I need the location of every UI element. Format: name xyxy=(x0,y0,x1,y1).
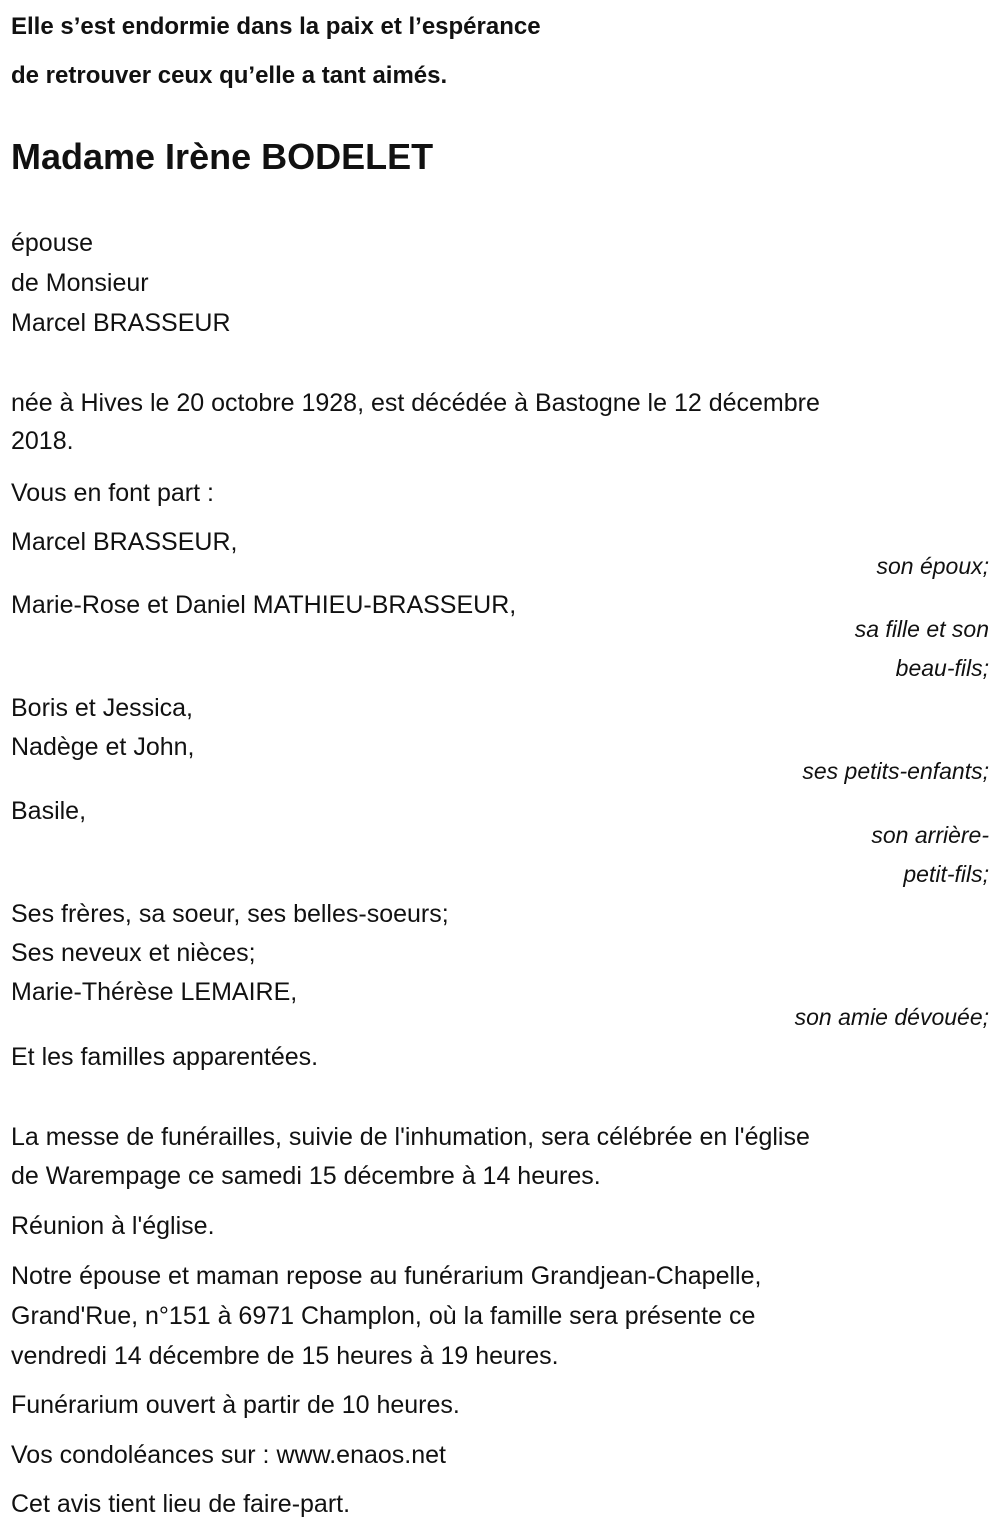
epitaph-line: Elle s’est endormie dans la paix et l’espérance xyxy=(11,13,541,40)
page-title: Madame Irène BODELET xyxy=(11,136,434,177)
family-relation: petit-fils; xyxy=(903,861,989,887)
family-name: Marie-Rose et Daniel MATHIEU-BRASSEUR, xyxy=(11,591,517,619)
rest-line: Notre épouse et maman repose au funérarium Grandjean-Chapelle, xyxy=(11,1262,762,1290)
rest-line: Grand'Rue, n°151 à 6971 Champlon, où la famille sera présente ce xyxy=(11,1302,756,1330)
family-relation: son époux; xyxy=(876,553,989,579)
epitaph-line: de retrouver ceux qu’elle a tant aimés. xyxy=(11,62,448,89)
family-name: Ses frères, sa soeur, ses belles-soeurs; xyxy=(11,900,449,928)
rest-line: vendredi 14 décembre de 15 heures à 19 heures. xyxy=(11,1342,559,1370)
family-name: Boris et Jessica, xyxy=(11,694,194,722)
family-name: Ses neveux et nièces; xyxy=(11,939,256,967)
birth-death-line: 2018. xyxy=(11,427,74,455)
family-relation: beau-fils; xyxy=(895,655,989,681)
family-name: Nadège et John, xyxy=(11,733,195,761)
birth-death-line: née à Hives le 20 octobre 1928, est décédée à Bastogne le 12 décembre xyxy=(11,389,820,417)
condolences-text: Vos condoléances sur : www.enaos.net xyxy=(11,1441,446,1469)
notice-text: Cet avis tient lieu de faire-part. xyxy=(11,1490,351,1518)
funeral-line: La messe de funérailles, suivie de l'inhumation, sera célébrée en l'église xyxy=(11,1123,810,1151)
announce-text: Vous en font part : xyxy=(11,479,214,507)
family-relation: son amie dévouée; xyxy=(794,1004,989,1030)
families-line: Et les familles apparentées. xyxy=(11,1043,319,1071)
family-name: Marcel BRASSEUR, xyxy=(11,528,238,556)
open-hours-text: Funérarium ouvert à partir de 10 heures. xyxy=(11,1391,460,1419)
family-relation: ses petits-enfants; xyxy=(802,758,989,784)
spouse-line: épouse xyxy=(11,229,94,257)
family-relation: son arrière- xyxy=(871,822,989,848)
funeral-line: de Warempage ce samedi 15 décembre à 14 heures. xyxy=(11,1162,601,1190)
spouse-line: Marcel BRASSEUR xyxy=(11,309,231,337)
family-relation: sa fille et son xyxy=(854,616,989,642)
family-name: Basile, xyxy=(11,797,87,825)
family-name: Marie-Thérèse LEMAIRE, xyxy=(11,978,298,1006)
spouse-line: de Monsieur xyxy=(11,269,149,297)
meeting-text: Réunion à l'église. xyxy=(11,1212,215,1240)
